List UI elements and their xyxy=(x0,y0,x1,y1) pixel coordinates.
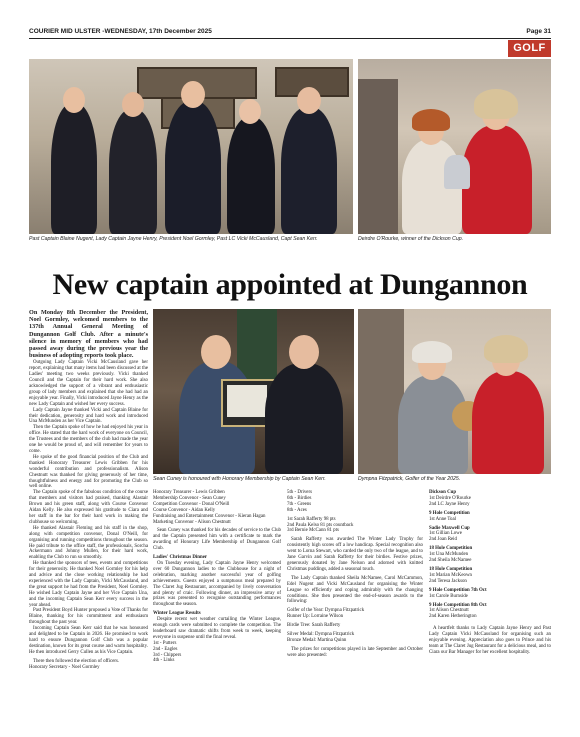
article-column-3 xyxy=(287,490,423,659)
subheading: Winter League Results xyxy=(153,611,201,617)
league-line: 6th - Birdies xyxy=(287,495,312,501)
photo-top-right xyxy=(358,59,551,234)
result-heading: 9 Hole Competition 8th Oct xyxy=(429,602,487,608)
photo-mid-left xyxy=(153,309,354,474)
result-line: 1st Marian McKeown xyxy=(429,572,472,578)
caption-top-right: Deirdre O'Rourke, winner of the Dickson Cup. xyxy=(358,236,464,242)
result-line: 2nd Sheila McNamee xyxy=(429,558,472,564)
result-line: 1st Carole Burnside xyxy=(429,593,468,599)
result-line: 2nd Joan Reid xyxy=(429,537,457,543)
result-block xyxy=(429,588,551,600)
result-heading: 9 Hole Competition xyxy=(429,510,470,516)
result-block xyxy=(429,546,551,564)
result-line: 2nd Karen Hetherington xyxy=(429,614,477,620)
league-line: 7th - Greens xyxy=(287,501,312,507)
result-line: 1st Gillian Lowe xyxy=(429,531,462,537)
article-paragraph: A heartfelt thanks to Lady Captain Jayne Henry and Past Lady Captain Vicki McCausland for organising such an enjoyable evening. Appreciation also goes to Prince and his team at The Claret Jug Restaurant for a delicious meal, and to Ciara our Bar Manager for her excellent hospitality. xyxy=(429,626,551,655)
league-line: 3rd - Chippers xyxy=(153,652,182,658)
photo-mid-right xyxy=(358,309,551,474)
masthead-rule xyxy=(29,38,551,39)
article-paragraph: There then followed the election of officers. xyxy=(33,658,120,664)
officer-line: Fundraising and Entertainment Convenor - Kieran Hagan xyxy=(153,513,266,519)
award-line: Birdie Tree: Sarah Rafferty xyxy=(287,623,341,629)
section-tag: GOLF xyxy=(508,40,551,57)
result-line: 1st Alison Chestnutt xyxy=(429,608,469,614)
subheading: Ladies' Christmas Dinner xyxy=(153,555,208,561)
article-paragraph: He spoke of the good financial position of the Club and thanked Honorary Treasurer Lewis Gribben for his wonderful contribution and professionalism. Alison Chestnutt was thanked for giving generously of her time, thoughtfulness and energy and for promoting the Club so well online. xyxy=(29,454,148,490)
officer-line: Honorary Treasurer - Lewis Gribben xyxy=(153,490,225,495)
score-line: 3rd Bernie McCann 81 pts xyxy=(287,528,339,534)
result-heading: 18 Hole Competition xyxy=(429,566,473,572)
officer-line: Marketing Convenor - Alison Chestnutt xyxy=(153,519,231,525)
league-line: 4th - Links xyxy=(153,658,175,664)
result-line: 2nd LC Jayne Henry xyxy=(429,501,470,507)
officer-line: Membership Convenor - Sean Cuney xyxy=(153,495,226,501)
result-line: 2nd Teresa Jackson xyxy=(429,578,467,584)
masthead xyxy=(29,28,551,38)
result-line: 1st Una McMunden xyxy=(429,552,469,558)
league-line: 1st - Putters xyxy=(153,640,177,646)
article-column-4 xyxy=(429,490,551,656)
article-paragraph: He thanked the sponsors of tees, events and competitions for their generosity. He thanked Noel Gormley for his help and advice and the close working relationship he had experienced with the Lady Captain, Vicki McCausland, and the great support he had from the President, Noel Gormley. He wished Lady Captain Jayne and her Vice Captain Una, and the incoming Captain Sean Kerr every success in the year ahead. xyxy=(29,561,148,608)
officer-line: Honorary Secretary - Noel Gormley xyxy=(29,664,100,670)
result-block xyxy=(429,603,551,621)
article-paragraph: Then the Captain spoke of how he had enjoyed his year in office. He stated that the hard work of everyone on Council, the Trustees and the members of the club had made the year one he would be proud of, and will remember for years to come. xyxy=(29,425,148,455)
article-paragraph: Past President Boyd Hunter proposed a Vote of Thanks for Blaine, thanking for his commitment and enthusiasm throughout the past year. xyxy=(29,608,148,626)
award-line: Golfer of the Year: Dympna Fitzpatrick xyxy=(287,608,365,614)
score-line: 2nd Paula Kelso 81 pts countback xyxy=(287,522,354,528)
result-block xyxy=(429,567,551,585)
result-heading: 18 Hole Competition xyxy=(429,546,473,552)
caption-top-left: Past Captain Blaine Nugent, Lady Captain Jayne Henry, President Noel Gormley, Past LC Vicki McCausland, Capt Sean Kerr. xyxy=(29,236,318,242)
result-block xyxy=(429,511,551,523)
result-block xyxy=(429,526,551,544)
result-heading: Dickson Cup xyxy=(429,490,457,495)
result-heading: 9 Hole Competition 7th Oct xyxy=(429,587,487,593)
article-paragraph: The Lady Captain thanked Sheila McNamee, Carol McCammon, Edel Nugent and Vicki McCausland for organising the Winter League so efficiently and coping admirably with the changing conditions. She then presented the end-of-season awards to the following: xyxy=(287,575,423,605)
photo-top-left xyxy=(29,59,353,234)
league-line: 2nd - Eagles xyxy=(153,646,178,652)
score-line: 1st Sarah Rafferty 98 pts xyxy=(287,516,336,522)
league-line: 5th - Drivers xyxy=(287,490,312,495)
league-line: 8th - Aces xyxy=(287,507,307,513)
article-paragraph: He thanked Alastair Fleming and his staff in the shop, along with competition convenor, Donal O'Neill, for organising and running competitions throughout the season. He paid tribute to the office staff, the professionals, Sorcha Ackermann and Johnny Mullen, for their hard work, enabling the Club to run so smoothly. xyxy=(29,525,148,561)
article-paragraph: Lady Captain Jayne thanked Vicki and Captain Blaine for their dedication, generosity and hard work and introduced Una McMunden as her Vice Captain. xyxy=(29,407,148,425)
result-line: 1st Anne Toal xyxy=(429,516,457,522)
masthead-page-number: Page 31 xyxy=(526,28,551,35)
award-line: Silver Medal: Dympna Fitzpatrick xyxy=(287,632,355,638)
result-line: 1st Deirdre O'Rourke xyxy=(429,495,471,501)
caption-mid-left: Sean Cuney is honoured with Honorary Membership by Captain Sean Kerr. xyxy=(153,476,326,482)
article-column-2 xyxy=(153,490,281,664)
article-paragraph: On Tuesday evening, Lady Captain Jayne Henry welcomed over 60 Dungannon ladies to the Clubhouse for a night of celebration, marking another successful year of golfing achievements. Guests enjoyed a sumptuous meal prepared by The Claret Jug Restaurant, accompanied by lively conversation and plenty of craic. Following dinner, an impressive array of prizes was presented to recognise outstanding performances throughout the season. xyxy=(153,560,281,608)
officer-line: Competition Convenor - Donal O'Neill xyxy=(153,501,230,507)
article-lead: On Monday 8th December the President, Noel Gormley, welcomed members to the 137th Annual General Meeting of Dungannon Golf Club. After a minute's silence in memory of members who had passed away during the previous year the business of adopting reports took place. xyxy=(29,309,148,360)
result-heading: Sadie Maxwell Cup xyxy=(429,525,470,531)
article-paragraph: Incoming Captain Sean Kerr said that he was honoured and delighted to be Captain in 2026. He promised to work hard to ensure Dungannon Golf Club was a popular destination, known for its great course and warm hospitality. He then introduced Gerry Cullen as his Vice Captain. xyxy=(29,626,148,655)
result-block xyxy=(429,490,551,508)
article-paragraph: Despite recent wet weather curtailing the Winter League, enough cards were submitted to complete the competition. The leaderboard saw dramatic shifts from week to week, keeping everyone in suspense until the final reveal. xyxy=(153,617,281,640)
headline: New captain appointed at Dungannon xyxy=(52,268,528,301)
article-paragraph: Sarah Rafferty was awarded The Winter Lady Trophy for consistently high scores off a low handicap. Special recognition also went to Lorna Stewart, who carded the only two of the league, and to Jane Garvin and Sarah Rafferty for their birdies. Festive prizes, generously donated by Jane Nelson and adorned with knitted Christmas puddings, added a seasonal touch. xyxy=(287,537,423,572)
article-paragraph: Outgoing Lady Captain Vicki McCausland gave her report, explaining that many items had been discussed at the Ladies' meeting two weeks previously. Vicki thanked Council and the Captain for their hard work. She also acknowledged the support of a vibrant and enthusiastic group of lady members and explained that she had had an enjoyable year. Finally, Vicki introduced Jayne Henry as the new Lady Captain and wished her every success. xyxy=(29,360,148,407)
masthead-publication-date: COURIER MID ULSTER -WEDNESDAY, 17th December 2025 xyxy=(29,28,212,35)
article-paragraph: The prizes for competitions played in late September and October were also presented: xyxy=(287,646,423,658)
award-line: Runner Up: Lorraine Wilson xyxy=(287,614,344,620)
award-line: Bronze Medal: Martina Quinn xyxy=(287,637,347,643)
article-paragraph: The Captain spoke of the fabulous condition of the course that members and visitors had praised, thanking Alastair Brown and his green staff, along with Course Convenor Aidan Kelly. He also expressed his gratitude to Ciara and her staff in the bar for their hard work in making the clubhouse so welcoming. xyxy=(29,490,148,525)
article-column-1 xyxy=(29,309,148,671)
caption-mid-right: Dympna Fitzpatrick, Golfer of the Year 2025. xyxy=(358,476,461,482)
officer-line: Course Convenor - Aidan Kelly xyxy=(153,507,216,513)
article-paragraph: Sean Cuney was thanked for his decades of service to the Club and the Captain presented him with a certificate to mark the awarding of Honorary Life Membership of Dungannon Golf Club. xyxy=(153,528,281,552)
